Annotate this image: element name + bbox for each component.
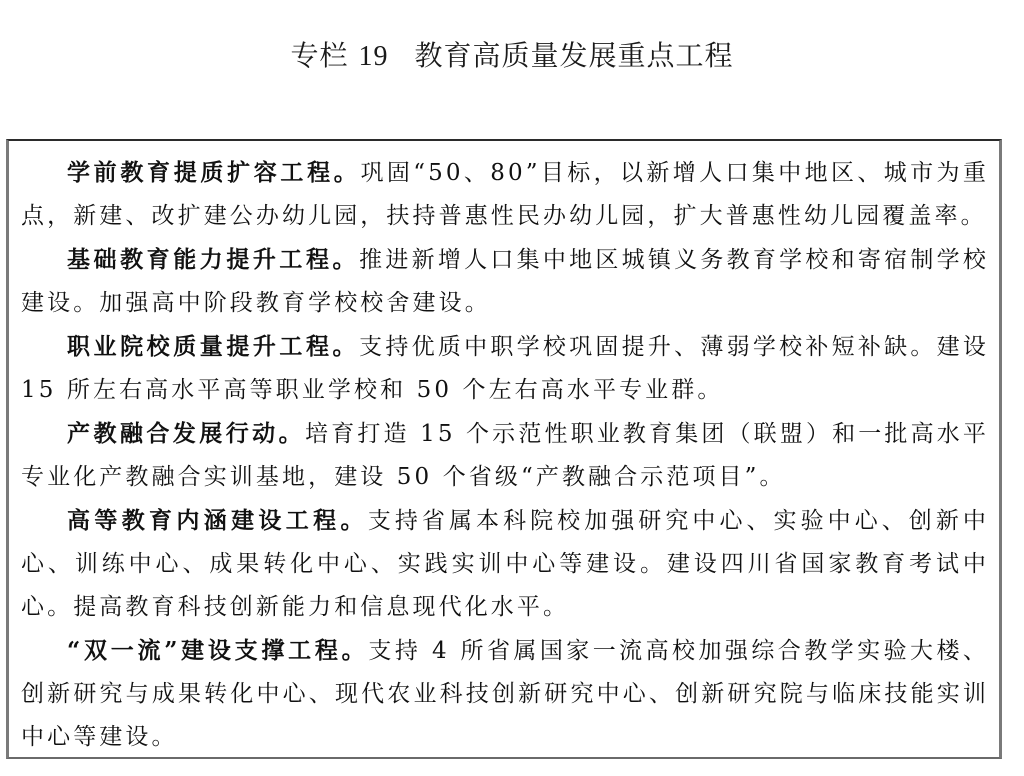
project-body: 支持优质中职学校巩固提升、薄弱学校补短补缺。建设15 所左右高水平高等职业学校和 50 个左右高水平专业群。 — [21, 334, 990, 403]
column-title-text: 教育高质量发展重点工程 — [414, 39, 734, 72]
project-paragraph-basic-education — [21, 238, 989, 325]
project-body: 培育打造 15 个示范性职业教育集团（联盟）和一批高水平专业化产教融合实训基地，建设 50 个省级“产教融合示范项目”。 — [21, 421, 989, 490]
project-body: 支持 4 所省属国家一流高校加强综合教学实验大楼、创新研究与成果转化中心、现代农业科技创新研究中心、创新研究院与临床技能实训中心等建设。 — [21, 638, 989, 750]
project-heading: 基础教育能力提升工程。 — [67, 246, 360, 273]
project-body: 推进新增人口集中地区城镇义务教育学校和寄宿制学校建设。加强高中阶段教育学校校舍建设。 — [21, 247, 990, 316]
project-body: 支持省属本科院校加强研究中心、实验中心、创新中心、训练中心、成果转化中心、实践实训中心等建设。建设四川省国家教育考试中心。提高教育科技创新能力和信息现代化水平。 — [21, 508, 989, 620]
project-heading: 高等教育内涵建设工程。 — [67, 507, 368, 534]
project-paragraph-preschool — [21, 151, 989, 238]
project-heading: “双一流”建设支撑工程。 — [67, 637, 369, 664]
project-heading: 产教融合发展行动。 — [67, 420, 306, 447]
column-number: 19 — [358, 41, 389, 72]
project-heading: 学前教育提质扩容工程。 — [67, 159, 361, 186]
column-title-prefix: 专栏 — [290, 39, 349, 72]
column-title — [0, 36, 1024, 77]
project-paragraph-higher-education — [21, 499, 989, 629]
project-body: 巩固“50、80”目标，以新增人口集中地区、城市为重点，新建、改扩建公办幼儿园，扶持普惠性民办幼儿园，扩大普惠性幼儿园覆盖率。 — [21, 160, 989, 229]
project-box — [6, 139, 1002, 759]
project-paragraph-industry-education — [21, 412, 989, 499]
project-paragraph-double-first-class — [21, 629, 989, 759]
project-heading: 职业院校质量提升工程。 — [67, 333, 360, 360]
project-paragraph-vocational — [21, 325, 989, 412]
